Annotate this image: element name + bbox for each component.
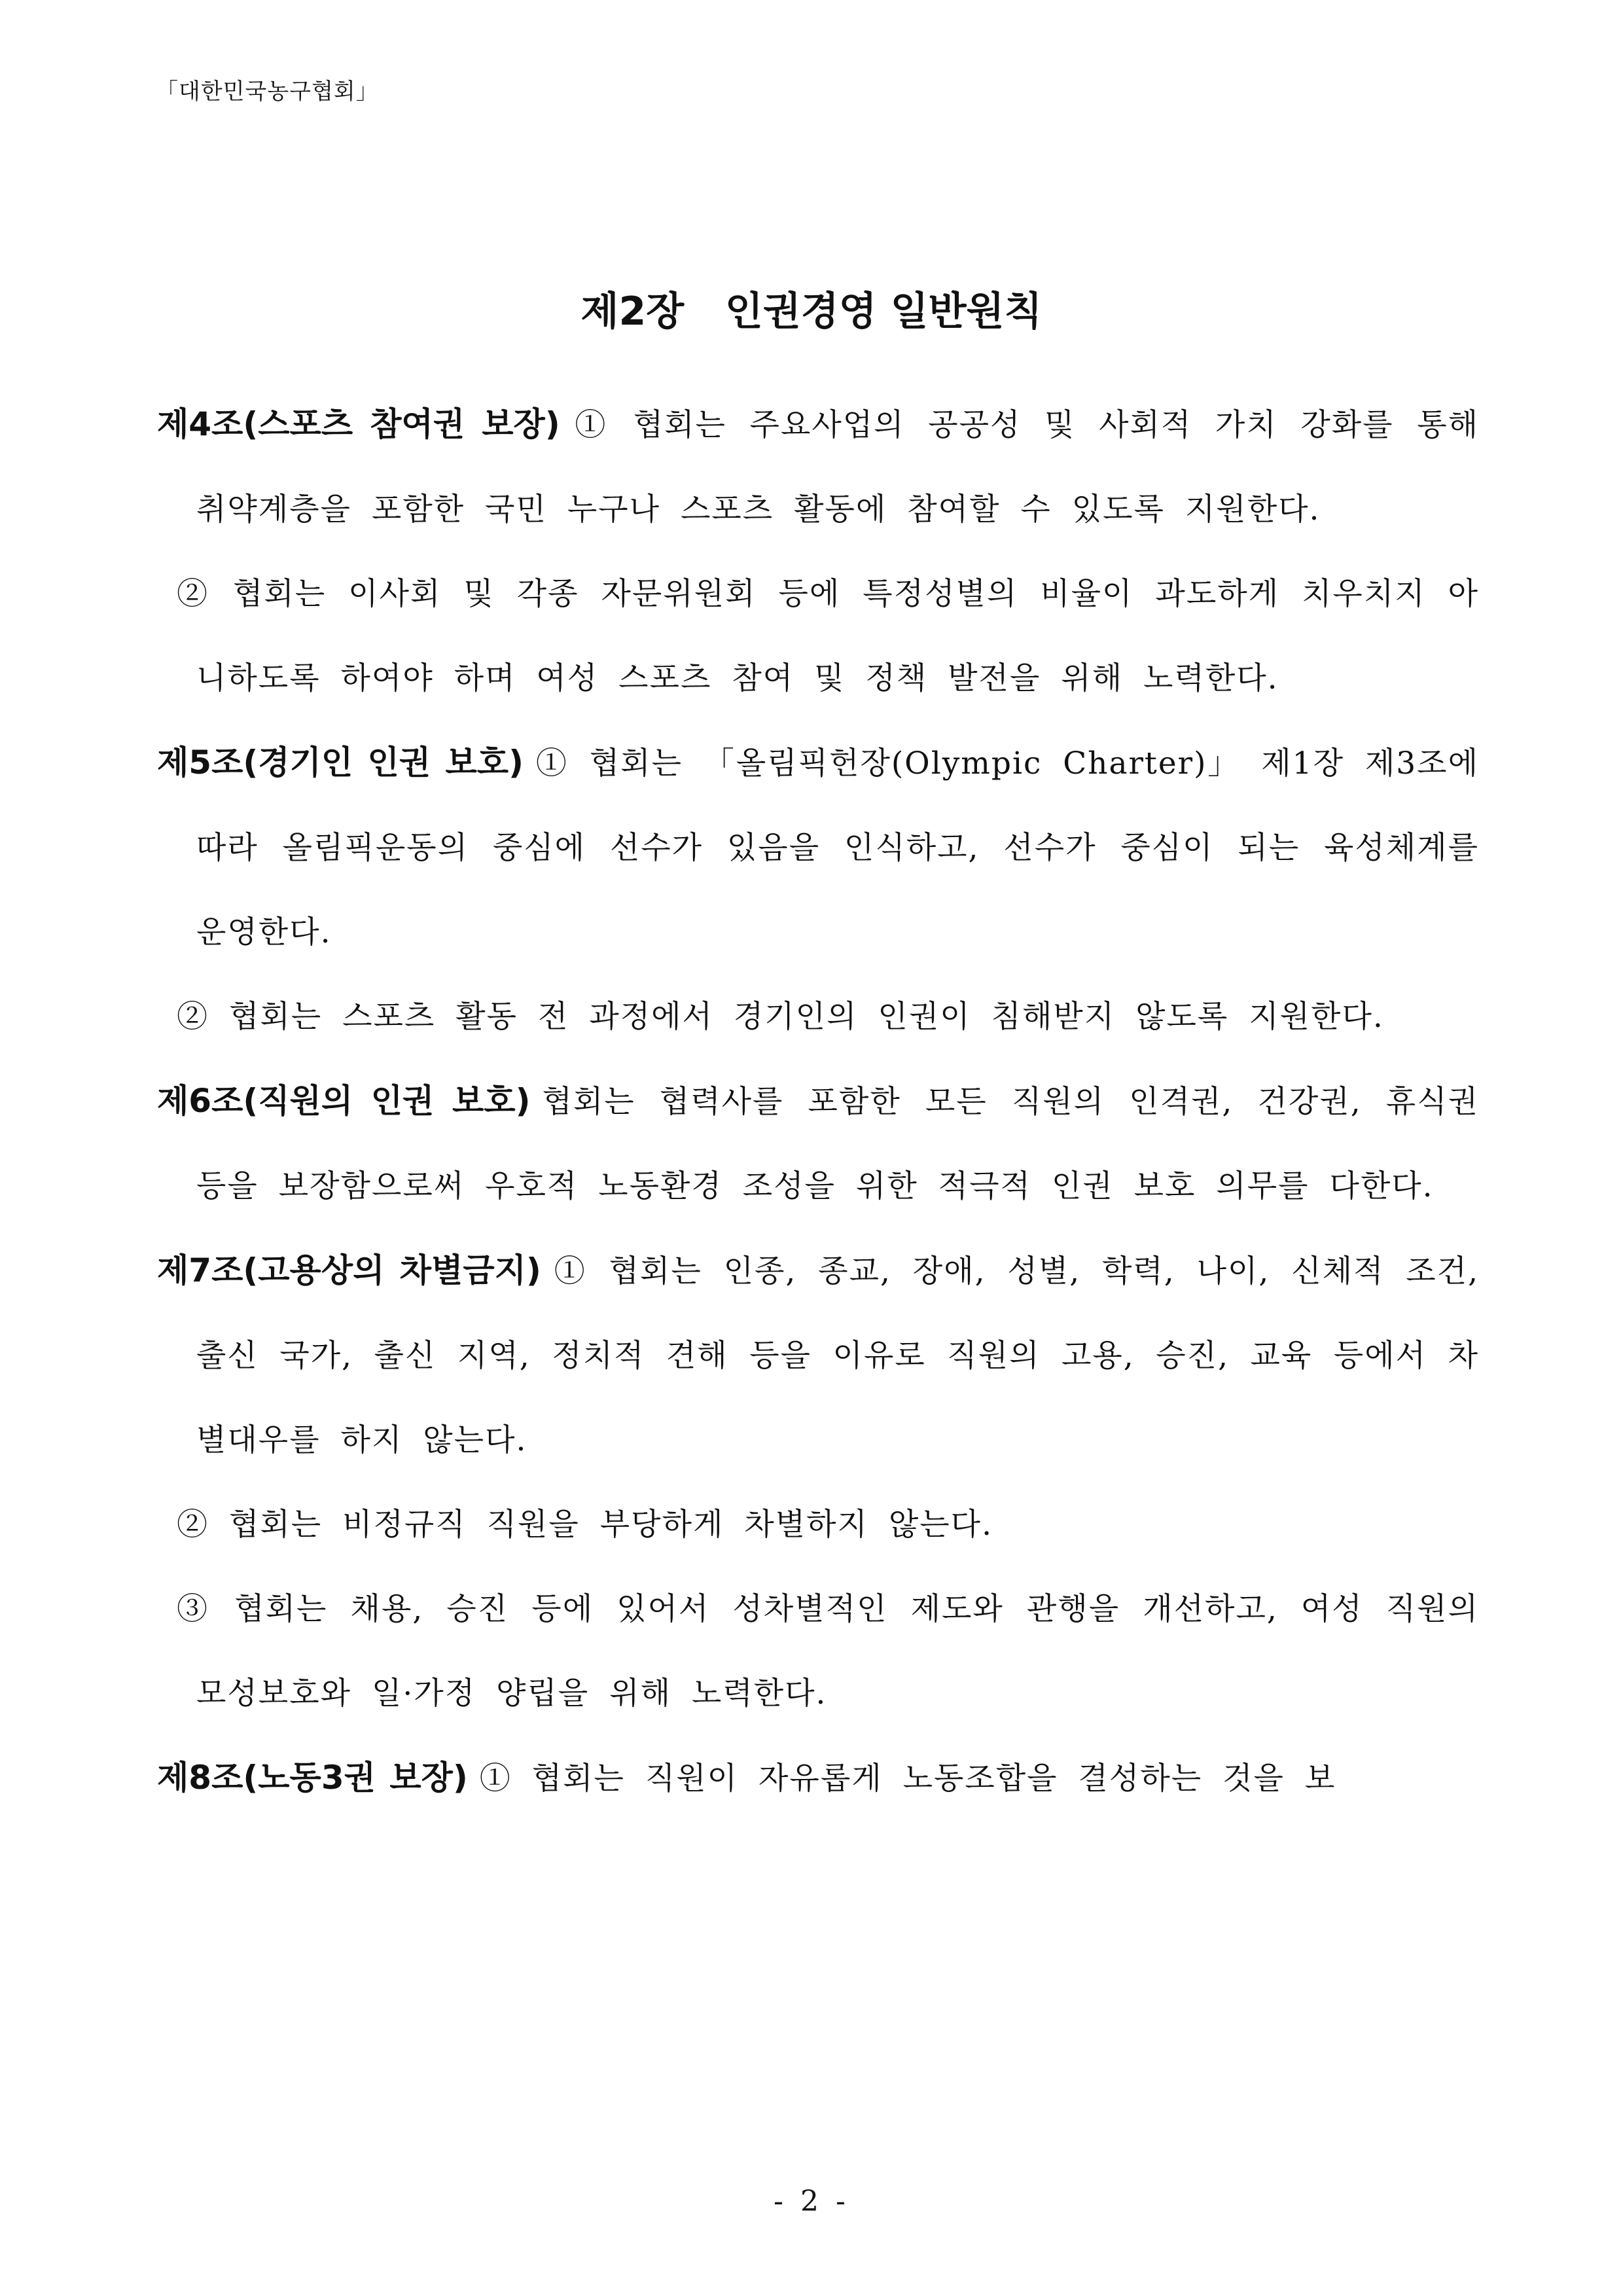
paragraph-text: ① 협회는 직원이 자유롭게 노동조합을 결성하는 것을 보	[479, 1761, 1336, 1797]
page-number: - 2 -	[774, 2185, 849, 2218]
article-5	[157, 721, 1479, 1059]
article-4	[157, 382, 1479, 721]
article-7	[157, 1229, 1479, 1736]
article-title: 제7조(고용상의 차별금지)	[157, 1251, 541, 1289]
article-paragraph	[157, 1059, 1479, 1229]
article-6	[157, 1059, 1479, 1229]
article-paragraph	[157, 1736, 1479, 1821]
article-title: 제6조(직원의 인권 보호)	[157, 1082, 531, 1120]
article-paragraph	[157, 721, 1479, 975]
document-header: 「대한민국농구협회」	[156, 79, 379, 105]
article-paragraph	[157, 382, 1479, 552]
article-paragraph	[157, 1229, 1479, 1482]
article-8	[157, 1736, 1479, 1821]
article-paragraph: ② 협회는 이사회 및 각종 자문위원회 등에 특정성별의 비율이 과도하게 치우치지 아니하도록 하여야 하며 여성 스포츠 참여 및 정책 발전을 위해 노력한다.	[177, 576, 1479, 696]
paragraph-text: ① 협회는 주요사업의 공공성 및 사회적 가치 강화를 통해 취약계층을 포함한 국민 누구나 스포츠 활동에 참여할 수 있도록 지원한다.	[196, 407, 1479, 528]
article-paragraph: ② 협회는 스포츠 활동 전 과정에서 경기인의 인권이 침해받지 않도록 지원한다.	[177, 999, 1384, 1035]
chapter-title: 제2장 인권경영 일반원칙	[580, 289, 1043, 334]
paragraph-text: ① 협회는 「올림픽헌장(Olympic Charter)」 제1장 제3조에 따라 올림픽운동의 중심에 선수가 있음을 인식하고, 선수가 중심이 되는 육성체계를 운영한다.	[196, 745, 1479, 950]
articles-body	[157, 382, 1479, 1821]
article-title: 제5조(경기인 인권 보호)	[157, 744, 524, 781]
article-paragraph: ② 협회는 비정규직 직원을 부당하게 차별하지 않는다.	[177, 1507, 993, 1543]
paragraph-text: 협회는 협력사를 포함한 모든 직원의 인격권, 건강권, 휴식권 등을 보장함으로써 우호적 노동환경 조성을 위한 적극적 인권 보호 의무를 다한다.	[196, 1084, 1480, 1204]
article-title: 제4조(스포츠 참여권 보장)	[157, 405, 560, 443]
article-title: 제8조(노동3권 보장)	[157, 1759, 468, 1797]
paragraph-text: ① 협회는 인종, 종교, 장애, 성별, 학력, 나이, 신체적 조건, 출신 국가, 출신 지역, 정치적 견해 등을 이유로 직원의 고용, 승진, 교육 등에서 차별대우를 하지 않는다.	[196, 1253, 1480, 1458]
article-paragraph: ③ 협회는 채용, 승진 등에 있어서 성차별적인 제도와 관행을 개선하고, 여성 직원의 모성보호와 일·가정 양립을 위해 노력한다.	[177, 1591, 1479, 1712]
